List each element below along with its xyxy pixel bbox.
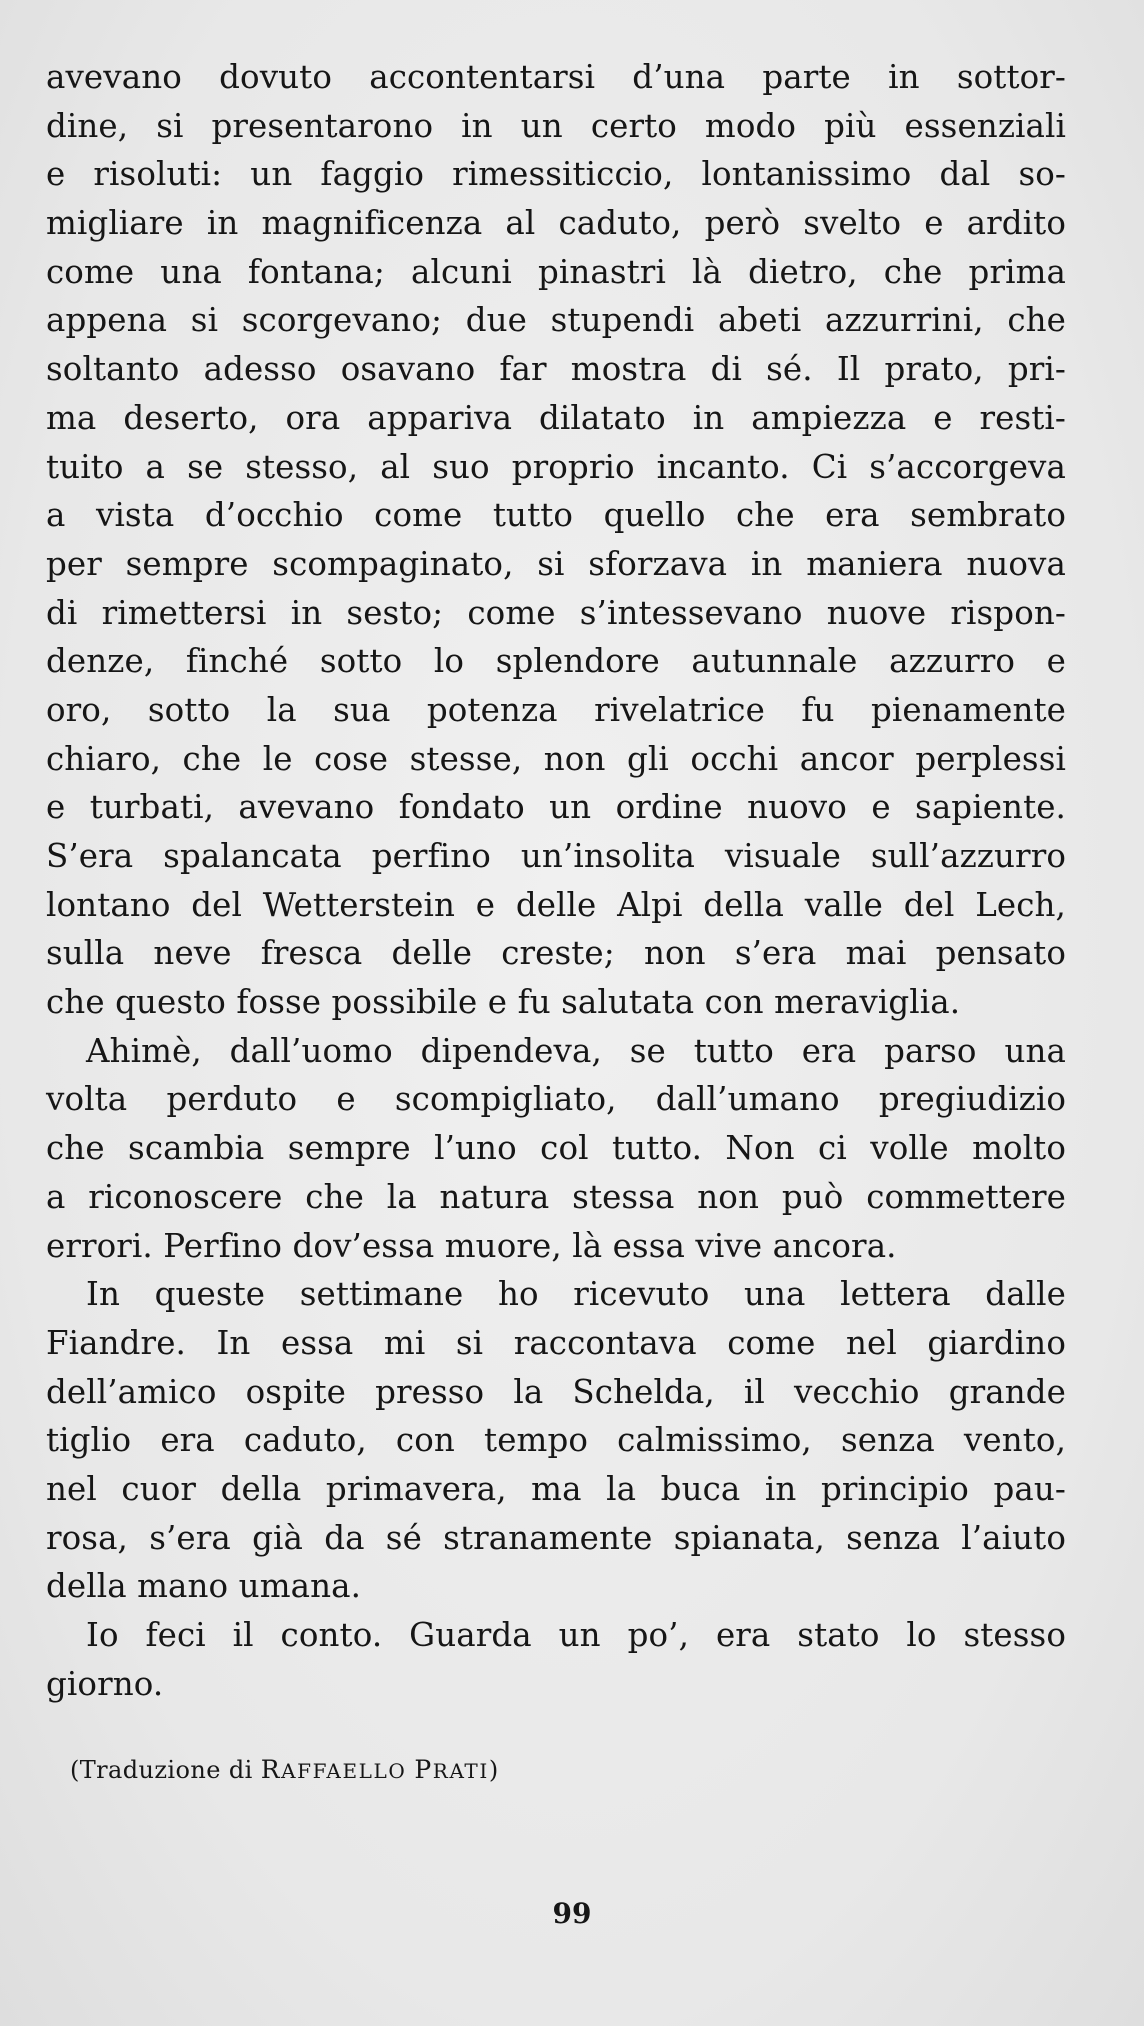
text-line: che scambia sempre l’uno col tutto. Non ci volle molto — [46, 1129, 1066, 1168]
text-line: a vista d’occhio come tutto quello che era sembrato — [46, 496, 1066, 535]
text-line: sulla neve fresca delle creste; non s’era mai pensato — [46, 934, 1066, 973]
credit-suffix: ) — [488, 1756, 499, 1784]
page-number: 99 — [552, 1897, 592, 1930]
body-text — [46, 53, 1066, 1708]
text-line: nel cuor della primavera, ma la buca in principio pau- — [46, 1469, 1066, 1508]
text-line: e risoluti: un faggio rimessiticcio, lontanissimo dal so- — [46, 155, 1066, 194]
text-line: chiaro, che le cose stesse, non gli occhi ancor perplessi — [46, 739, 1066, 778]
text-line: appena si scorgevano; due stupendi abeti azzurrini, che — [46, 301, 1066, 340]
text-line: tuito a se stesso, al suo proprio incanto. Ci s’accorgeva — [46, 447, 1066, 486]
text-line: di rimettersi in sesto; come s’intessevano nuove rispon- — [46, 593, 1066, 632]
text-line: S’era spalancata perfino un’insolita visuale sull’azzurro — [46, 837, 1066, 875]
text-line: tiglio era caduto, con tempo calmissimo, senza vento, — [46, 1421, 1066, 1460]
text-line: per sempre scompaginato, si sforzava in maniera nuova — [46, 544, 1066, 583]
text-line: della mano umana. — [46, 1567, 362, 1606]
text-line: errori. Perfino dov’essa muore, là essa vive ancora. — [46, 1226, 897, 1265]
text-line: migliare in magnificenza al caduto, però svelto e ardito — [46, 204, 1066, 243]
text-line: In queste settimane ho ricevuto una lettera dalle — [86, 1275, 1066, 1314]
text-line: ma deserto, ora appariva dilatato in ampiezza e resti- — [46, 398, 1066, 437]
text-line: Ahimè, dall’uomo dipendeva, se tutto era parso una — [86, 1031, 1066, 1070]
translator-name: RAFFAELLO PRATI — [260, 1755, 489, 1784]
text-line: Fiandre. In essa mi si raccontava come nel giardino — [46, 1323, 1066, 1362]
text-line: denze, finché sotto lo splendore autunnale azzurro e — [46, 642, 1066, 681]
credit-prefix: (Traduzione di — [70, 1756, 261, 1784]
text-line: avevano dovuto accontentarsi d’una parte in sottor- — [46, 58, 1066, 96]
text-line: come una fontana; alcuni pinastri là dietro, che prima — [46, 252, 1066, 291]
translation-credit — [70, 1752, 499, 1789]
text-line: volta perduto e scompigliato, dall’umano pregiudizio — [46, 1080, 1066, 1119]
text-line: dine, si presentarono in un certo modo più essenziali — [46, 106, 1066, 145]
text-line: dell’amico ospite presso la Schelda, il vecchio grande — [46, 1372, 1066, 1411]
text-line: oro, sotto la sua potenza rivelatrice fu pienamente — [46, 690, 1066, 729]
text-line: lontano del Wetterstein e delle Alpi della valle del Lech, — [46, 885, 1066, 924]
text-line: rosa, s’era già da sé stranamente spianata, senza l’aiuto — [46, 1518, 1066, 1557]
text-line: che questo fosse possibile e fu salutata con meraviglia. — [46, 983, 961, 1022]
text-line: giorno. — [46, 1664, 164, 1703]
text-line: soltanto adesso osavano far mostra di sé. Il prato, pri- — [46, 350, 1066, 389]
text-line: a riconoscere che la natura stessa non può commettere — [46, 1177, 1066, 1216]
text-line: Io feci il conto. Guarda un po’, era stato lo stesso — [86, 1616, 1066, 1654]
text-line: e turbati, avevano fondato un ordine nuovo e sapiente. — [46, 788, 1066, 827]
